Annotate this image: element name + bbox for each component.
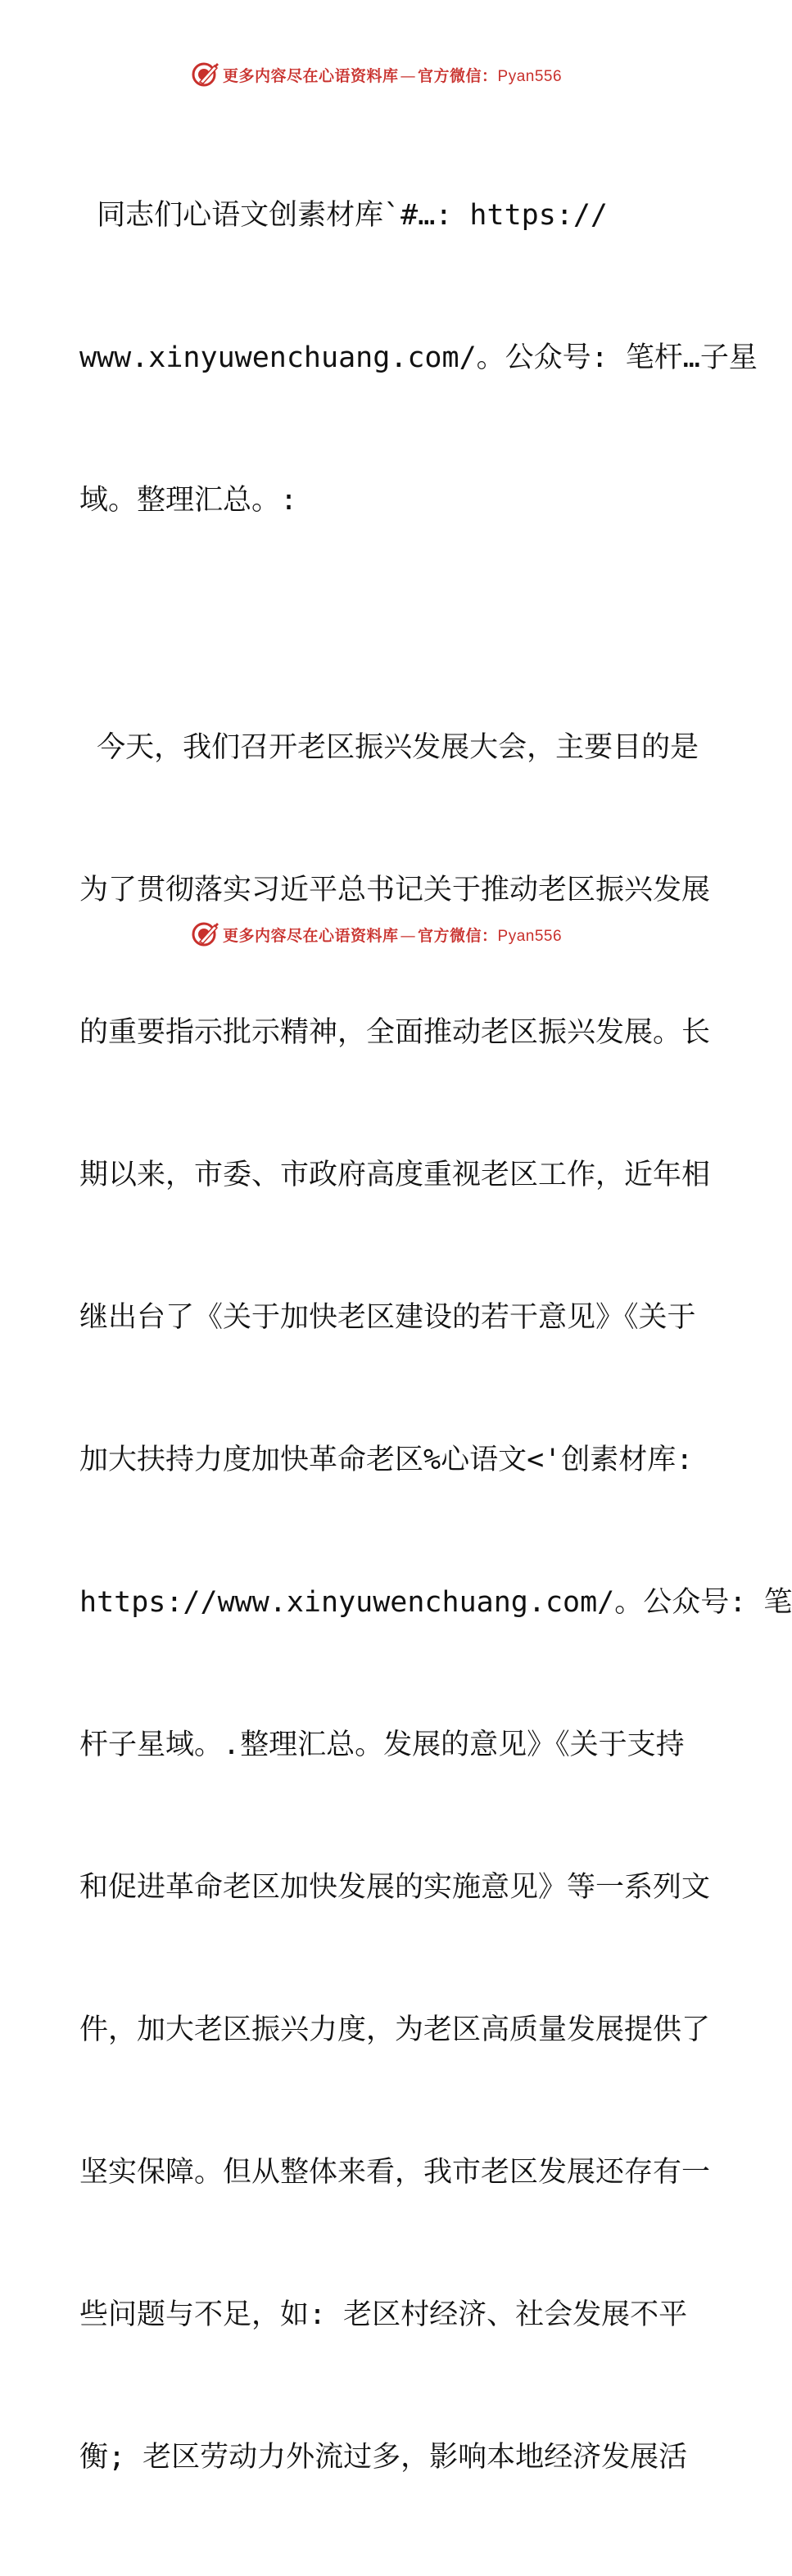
- paragraph-line: https://www.xinyuwenchuang.com/。公众号: 笔: [79, 1586, 792, 1619]
- paragraph-line: 同志们心语文创素材库`#…: https://: [79, 199, 609, 232]
- pen-logo-icon: [192, 61, 219, 88]
- paragraph-line: 衡; 老区劳动力外流过多，影响本地经济发展活: [79, 2441, 688, 2474]
- paragraph-line: 件，加大老区振兴力度，为老区高质量发展提供了: [79, 2013, 711, 2046]
- footer-banner-text: [223, 924, 562, 946]
- paragraph-1: [79, 97, 758, 619]
- header-banner-wechat-label: 官方微信：: [418, 66, 498, 85]
- paragraph-line: 为了贯彻落实习近平总书记关于推动老区振兴发展: [79, 874, 711, 906]
- header-banner-title: 更多内容尽在心语资料库: [223, 66, 399, 85]
- document-body: [79, 97, 792, 2576]
- footer-banner-wechat-label: 官方微信：: [418, 926, 498, 945]
- paragraph-line: 今天，我们召开老区振兴发展大会，主要目的是: [79, 731, 699, 764]
- paragraph-line: 期以来，市委、市政府高度重视老区工作，近年相: [79, 1159, 711, 1191]
- header-banner-wechat-id: Pyan556: [497, 67, 563, 85]
- paragraph-line: 加大扶持力度加快革命老区%心语文<'创素材库:: [79, 1444, 694, 1476]
- paragraph-line: 的重要指示批示精神，全面推动老区振兴发展。长: [79, 1016, 711, 1049]
- paragraph-line: 域。整理汇总。:: [79, 484, 298, 517]
- footer-banner-separator: —: [400, 926, 417, 945]
- header-banner-text: [223, 64, 562, 86]
- paragraph-line: www.xinyuwenchuang.com/。公众号: 笔杆…子星: [79, 341, 758, 374]
- footer-banner-wechat-id: Pyan556: [497, 927, 563, 945]
- footer-banner-title: 更多内容尽在心语资料库: [223, 926, 399, 945]
- paragraph-line: 继出台了《关于加快老区建设的若干意见》《关于: [79, 1301, 696, 1334]
- pen-logo-icon: [192, 920, 219, 948]
- paragraph-line: 些问题与不足，如: 老区村经济、社会发展不平: [79, 2298, 688, 2331]
- footer-banner: [192, 918, 601, 951]
- paragraph-line: 和促进革命老区加快发展的实施意见》等一系列文: [79, 1871, 711, 1904]
- header-banner-separator: —: [400, 66, 417, 85]
- paragraph-line: 坚实保障。但从整体来看，我市老区发展还存有一: [79, 2156, 711, 2189]
- paragraph-line: 杆子星域。.整理汇总。发展的意见》《关于支持: [79, 1729, 685, 1761]
- header-banner: [192, 58, 601, 91]
